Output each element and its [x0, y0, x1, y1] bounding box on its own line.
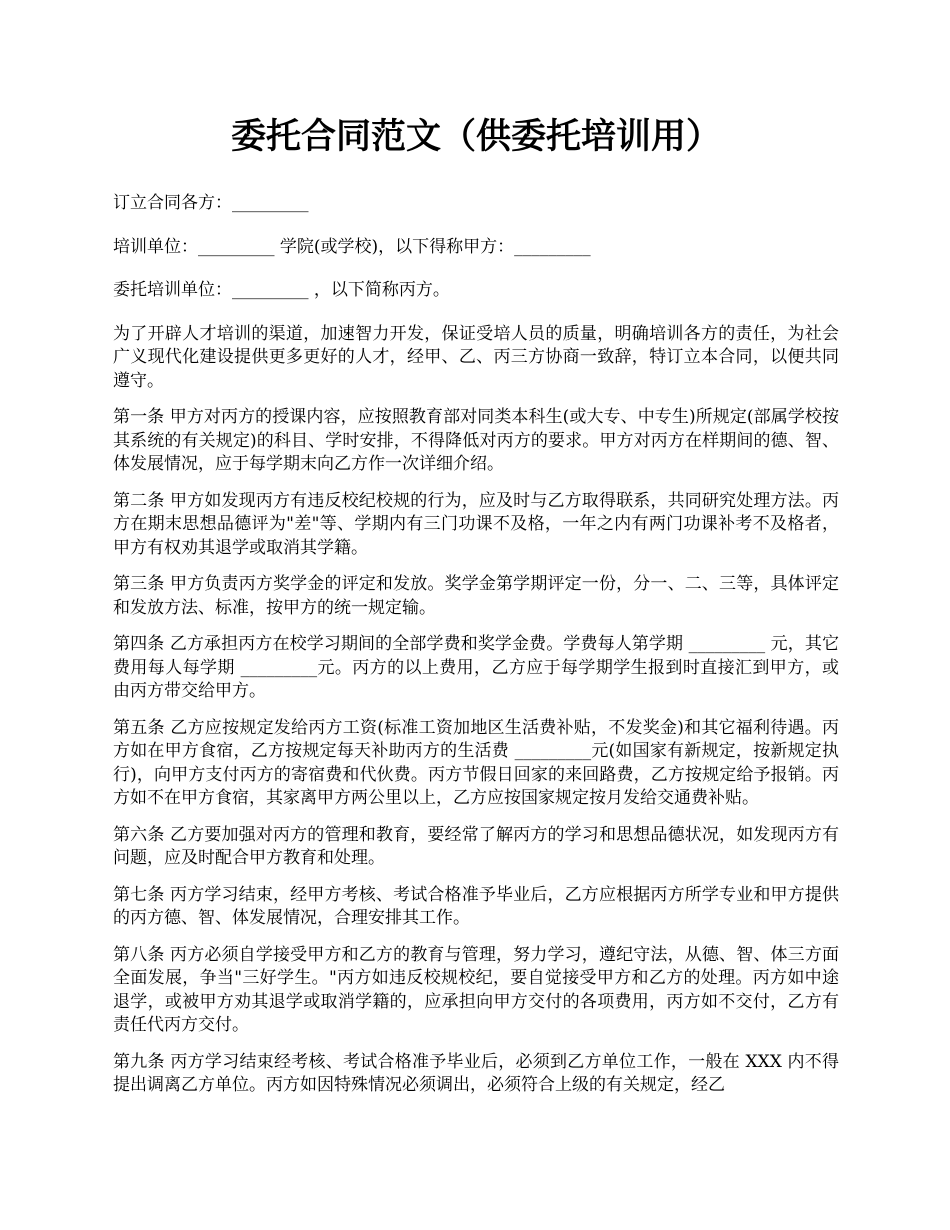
preamble-paragraph: 为了开辟人才培训的渠道，加速智力开发，保证受培人员的质量，明确培训各方的责任，为社会广义现代化建设提供更多更好的人才，经甲、乙、丙三方协商一致辞，特订立本合同，以便共同遵守。 [113, 323, 839, 391]
article-9: 第九条 丙方学习结束经考核、考试合格准予毕业后，必须到乙方单位工作，一般在 XXX 内不得提出调离乙方单位。丙方如因特殊情况必须调出，必须符合上级的有关规定，经乙 [113, 1051, 839, 1095]
article-6: 第六条 乙方要加强对丙方的管理和教育，要经常了解丙方的学习和思想品德状况，如发现丙方有问题，应及时配合甲方教育和处理。 [113, 824, 839, 868]
article-4: 第四条 乙方承担丙方在校学习期间的全部学费和奖学金费。学费每人第学期 _________ 元，其它费用每人每学期 _________元。丙方的以上费用，乙方应于每学期学生报到时直接汇到甲方，或由丙方带交给甲方。 [113, 634, 839, 701]
article-5: 第五条 乙方应按规定发给丙方工资(标准工资加地区生活费补贴，不发奖金)和其它福利待遇。丙方如在甲方食宿，乙方按规定每天补助丙方的生活费 _________元(如国家有新规定，按新规定执行)，向甲方支付丙方的寄宿费和代伙费。丙方节假日回家的来回路费，乙方按规定给予报销。丙方如不在甲方食宿，其家离甲方两公里以上，乙方应按国家规定按月发给交通费补贴。 [113, 717, 839, 808]
contract-parties-line: 订立合同各方：_________ [113, 193, 309, 213]
entrusting-unit-line: 委托培训单位：_________ ，以下简称丙方。 [113, 280, 450, 300]
article-2: 第二条 甲方如发现丙方有违反校纪校规的行为，应及时与乙方取得联系，共同研究处理方法。丙方在期末思想品德评为"差"等、学期内有三门功课不及格，一年之内有两门功课补考不及格者，甲方有权劝其退学或取消其学籍。 [113, 490, 839, 558]
document-title: 委托合同范文（供委托培训用） [230, 116, 721, 157]
document-page [113, 108, 839, 1111]
training-unit-line: 培训单位：_________ 学院(或学校)，以下得称甲方：_________ [113, 236, 591, 257]
article-7: 第七条 丙方学习结束，经甲方考核、考试合格准予毕业后，乙方应根据丙方所学专业和甲方提供的丙方德、智、体发展情况，合理安排其工作。 [113, 884, 839, 928]
article-1: 第一条 甲方对丙方的授课内容，应按照教育部对同类本科生(或大专、中专生)所规定(部属学校按其系统的有关规定)的科目、学时安排，不得降低对丙方的要求。甲方对丙方在样期间的德、智、体发展情况，应于每学期末向乙方作一次详细介绍。 [113, 407, 839, 474]
article-8: 第八条 丙方必须自学接受甲方和乙方的教育与管理，努力学习，遵纪守法，从德、智、体三方面全面发展，争当"三好学生。"丙方如违反校规校纪，要自觉接受甲方和乙方的处理。丙方如中途退学，或被甲方劝其退学或取消学籍的，应承担向甲方交付的各项费用，丙方如不交付，乙方有责任代丙方交付。 [113, 944, 839, 1035]
article-3: 第三条 甲方负责丙方奖学金的评定和发放。奖学金第学期评定一份，分一、二、三等，具体评定和发放方法、标准，按甲方的统一规定输。 [113, 574, 839, 618]
